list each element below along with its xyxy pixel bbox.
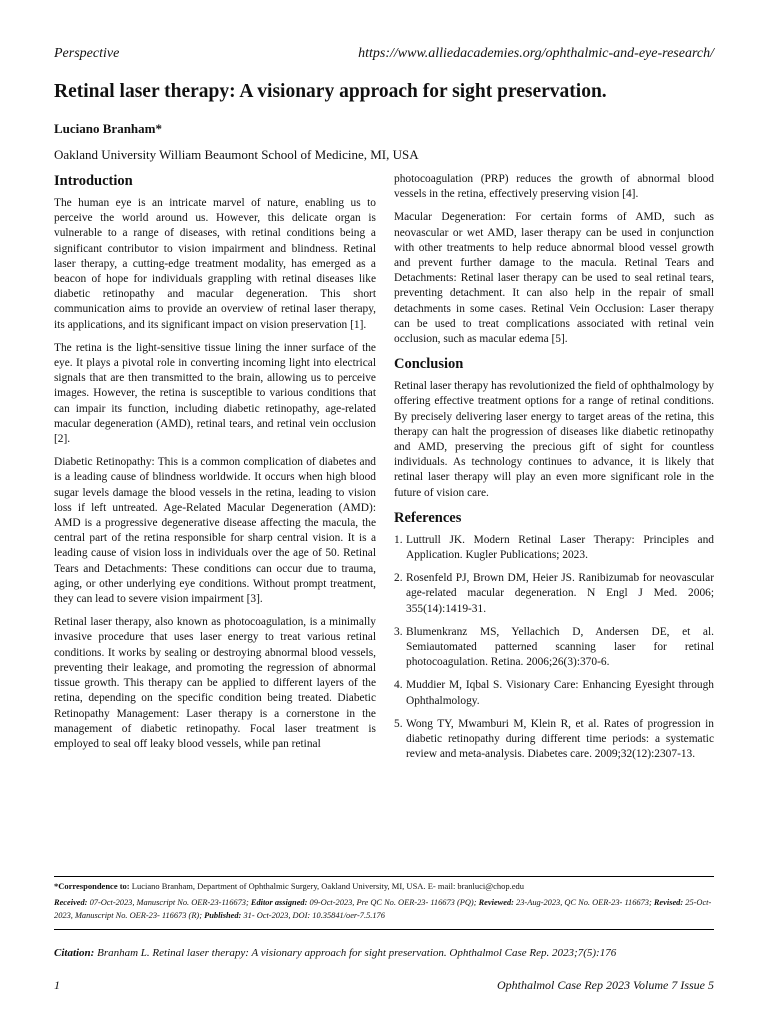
journal-url[interactable]: https://www.alliedacademies.org/ophthalmic-and-eye-research/ (358, 46, 714, 61)
reference-number: 5. (394, 717, 403, 730)
received-label: Received: (54, 898, 88, 907)
revised-value: 25-Oct-2023, Manuscript No. OER-23- 116673 (R); (54, 898, 712, 920)
citation-text: Branham L. Retinal laser therapy: A visionary approach for sight preservation. Ophthalmol Case Rep. 2023;7(5):176 (97, 947, 617, 959)
received-value: 07-Oct-2023, Manuscript No. OER-23-116673; (89, 898, 249, 907)
article-title: Retinal laser therapy: A visionary approach for sight preservation. (54, 81, 607, 102)
body-paragraph-macular: Macular Degeneration: For certain forms of AMD, such as neovascular or wet AMD, laser therapy can be used in conjunction with other treatments to help reduce abnormal blood vessel growth and prevent further damage to the macula. Retinal Tears and Detachments: Retinal laser therapy can be used to seal retinal tears, preventing detachment. It can also help in the repair of small detachments in some cases. Retinal Vein Occlusion: Laser therapy can be used to treat complications associated with retinal vein occlusion, such as macular edema [5]. (394, 211, 714, 346)
introduction-heading: Introduction (54, 173, 133, 189)
intro-paragraph-1: The human eye is an intricate marvel of nature, enabling us to perceive the world around us. However, this delicate organ is vulnerable to a range of diseases, with retinal conditions being a significant contributor to vision impairment and blindness. Retinal laser therapy, a cutting-edge treatment modality, has emerged as a beacon of hope for individuals grappling with retinal diseases like diabetic retinopathy and macular degeneration. This short communication aims to provide an overview of retinal laser therapy, its applications, and its significant impact on vision preservation [1]. (54, 197, 376, 331)
correspondence-note (54, 881, 714, 891)
intro-paragraph-2: The retina is the light-sensitive tissue lining the inner surface of the eye. It plays a pivotal role in converting incoming light into electrical signals that are then transmitted to the brain, allowing us to perceive images. However, the retina is susceptible to various conditions that can impair its function, including diabetic retinopathy, age-related macular degeneration (AMD), retinal tears, and retinal vein occlusion [2]. (54, 341, 376, 446)
right-column (394, 172, 714, 771)
conclusion-paragraph: Retinal laser therapy has revolutionized the field of ophthalmology by offering effective treatment options for a range of retinal conditions. By precisely delivering laser energy to target areas of the retina, this therapy can halt the progression of diseases like diabetic retinopathy and AMD, preserving the precious gift of sight for countless individuals. As technology continues to advance, it is likely that retinal laser therapy will play an even more significant role in the future of vision care. (394, 380, 714, 499)
reference-item (394, 678, 714, 708)
correspondence-text: Luciano Branham, Department of Ophthalmic Surgery, Oakland University, MI, USA. E- mail: branluci@chop.edu (131, 881, 525, 891)
reference-text: Muddier M, Iqbal S. Visionary Care: Enhancing Eyesight through Ophthalmology. (406, 679, 714, 707)
footnote-divider-top (54, 876, 714, 877)
correspondence-label: *Correspondence to: (54, 881, 130, 891)
revised-label: Revised: (653, 898, 684, 907)
reference-item (394, 571, 714, 617)
reference-text: Rosenfeld PJ, Brown DM, Heier JS. Ranibizumab for neovascular age-related macular degeneration. N Engl J Med. 2006; 355(14):1419-31. (406, 572, 714, 615)
reviewed-label: Reviewed: (478, 898, 514, 907)
author-name: Luciano Branham* (54, 121, 162, 136)
reference-item (394, 533, 714, 563)
reference-text: Blumenkranz MS, Yellachich D, Andersen DE, et al. Semiautomated patterned scanning laser for retinal photocoagulation. Retina. 2006;26(3):370-6. (406, 625, 714, 669)
published-label: Published: (204, 910, 242, 920)
reference-item (394, 717, 714, 763)
citation-label: Citation: (54, 947, 95, 959)
manuscript-dates (54, 897, 714, 922)
published-value: 31- Oct-2023, DOI: 10.35841/oer-7.5.176 (243, 910, 385, 920)
editor-label: Editor assigned: (250, 898, 308, 907)
reference-text: Wong TY, Mwamburi M, Klein R, et al. Rates of progression in diabetic retinopathy during different time periods: a systematic review and meta-analysis. Diabetes care. 2009;32(12):2307-13. (406, 717, 714, 761)
left-column (54, 172, 376, 760)
reference-list (394, 533, 714, 763)
references-heading: References (394, 509, 462, 526)
intro-paragraph-4: Retinal laser therapy, also known as photocoagulation, is a minimally invasive procedure that uses laser energy to treat various retinal conditions. It works by sealing or destroying abnormal blood vessels, preventing their leakage, and promoting the regression of abnormal tissue growth. This therapy can be applied to different layers of the retina, depending on the specific condition being treated. Diabetic Retinopathy Management: Laser therapy is a cornerstone in the management of diabetic retinopathy. Focal laser treatment is employed to seal off leaky blood vessels, while pan retinal (54, 616, 376, 750)
footnote-divider-bottom (54, 929, 714, 930)
page-number: 1 (54, 978, 60, 992)
editor-value: 09-Oct-2023, Pre QC No. OER-23- 116673 (PQ); (309, 898, 477, 907)
article-type: Perspective (54, 46, 120, 61)
reference-number: 4. (394, 679, 403, 692)
intro-paragraph-3: Diabetic Retinopathy: This is a common complication of diabetes and is a leading cause of blindness worldwide. It occurs when high blood sugar levels damage the blood vessels in the retina, leading to vision loss if left untreated. Age-Related Macular Degeneration (AMD): AMD is a progressive degenerative disease affecting the macula, the central part of the retina responsible for sharp central vision. It is a leading cause of vision loss in individuals over the age of 50. Retinal Tears and Detachments: These conditions can occur due to trauma, aging, or other underlying eye conditions. Without prompt treatment, they can lead to severe vision impairment [3]. (54, 456, 376, 606)
reference-item (394, 625, 714, 671)
reference-text: Luttrull JK. Modern Retinal Laser Therapy: Principles and Application. Kugler Publications; 2023. (406, 533, 714, 562)
reference-number: 3. (394, 625, 403, 638)
reference-number: 2. (394, 572, 403, 585)
conclusion-heading: Conclusion (394, 356, 464, 373)
body-paragraph-continued: photocoagulation (PRP) reduces the growth of abnormal blood vessels in the retina, effectively preserving vision [4]. (394, 173, 714, 201)
author-affiliation: Oakland University William Beaumont School of Medicine, MI, USA (54, 147, 419, 162)
reference-number: 1. (394, 533, 403, 546)
reviewed-value: 23-Aug-2023, QC No. OER-23- 116673; (516, 898, 652, 907)
citation (54, 947, 714, 959)
journal-issue: Ophthalmol Case Rep 2023 Volume 7 Issue 5 (497, 978, 714, 992)
